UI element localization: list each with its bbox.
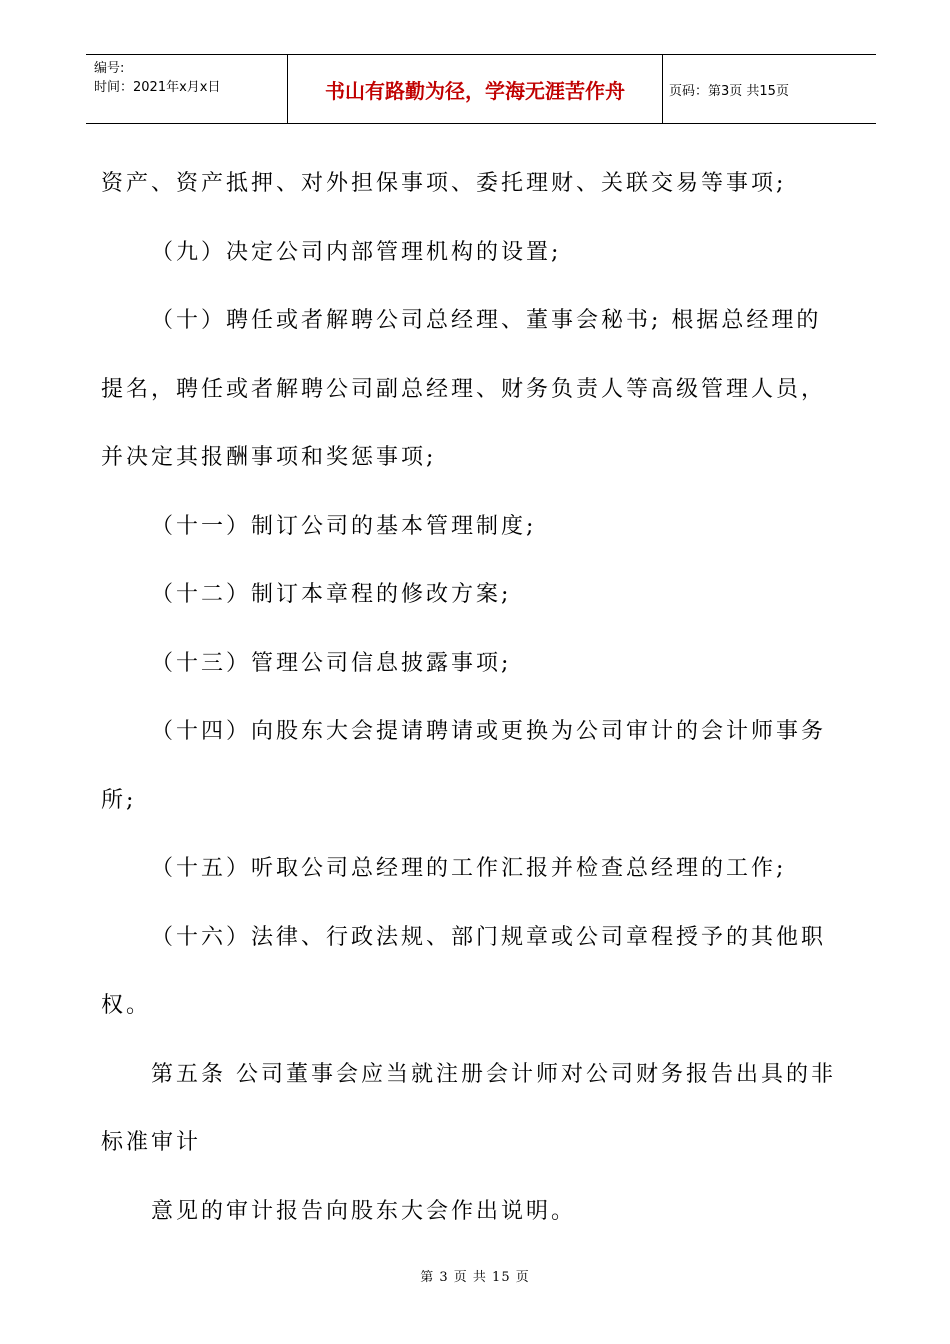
header-motto: 书山有路勤为径，学海无涯苦作舟 — [287, 55, 663, 123]
header-page-info: 页码：第3页 共15页 — [669, 83, 789, 99]
page-footer: 第 3 页 共 15 页 — [420, 1270, 530, 1285]
body-line: 并决定其报酬事项和奖惩事项; — [101, 445, 437, 470]
body-line: （十）聘任或者解聘公司总经理、董事会秘书; 根据总经理的 — [151, 308, 822, 333]
body-line: （十一）制订公司的基本管理制度; — [151, 513, 537, 539]
header-meta — [94, 59, 284, 97]
body-line: （十六）法律、行政法规、部门规章或公司章程授予的其他职 — [151, 924, 827, 950]
document-body — [101, 150, 871, 1246]
page-header — [86, 54, 876, 124]
body-line: 提名，聘任或者解聘公司副总经理、财务负责人等高级管理人员， — [101, 376, 827, 402]
document-number-label: 编号: — [94, 61, 125, 76]
body-line: （十三）管理公司信息披露事项; — [151, 650, 512, 676]
body-line: （九）决定公司内部管理机构的设置; — [151, 239, 562, 265]
document-time-label: 时间：2021年x月x日 — [94, 80, 221, 95]
body-line: 所; — [101, 787, 137, 813]
body-line: 标准审计 — [101, 1130, 202, 1155]
body-line: 意见的审计报告向股东大会作出说明。 — [151, 1198, 577, 1224]
body-line: 权。 — [101, 993, 152, 1018]
body-line: （十四）向股东大会提请聘请或更换为公司审计的会计师事务 — [151, 719, 827, 744]
body-line: 资产、资产抵押、对外担保事项、委托理财、关联交易等事项; — [101, 171, 787, 196]
body-line: 第五条 公司董事会应当就注册会计师对公司财务报告出具的非 — [151, 1061, 836, 1087]
body-line: （十二）制订本章程的修改方案; — [151, 582, 512, 607]
body-line: （十五）听取公司总经理的工作汇报并检查总经理的工作; — [151, 856, 787, 881]
